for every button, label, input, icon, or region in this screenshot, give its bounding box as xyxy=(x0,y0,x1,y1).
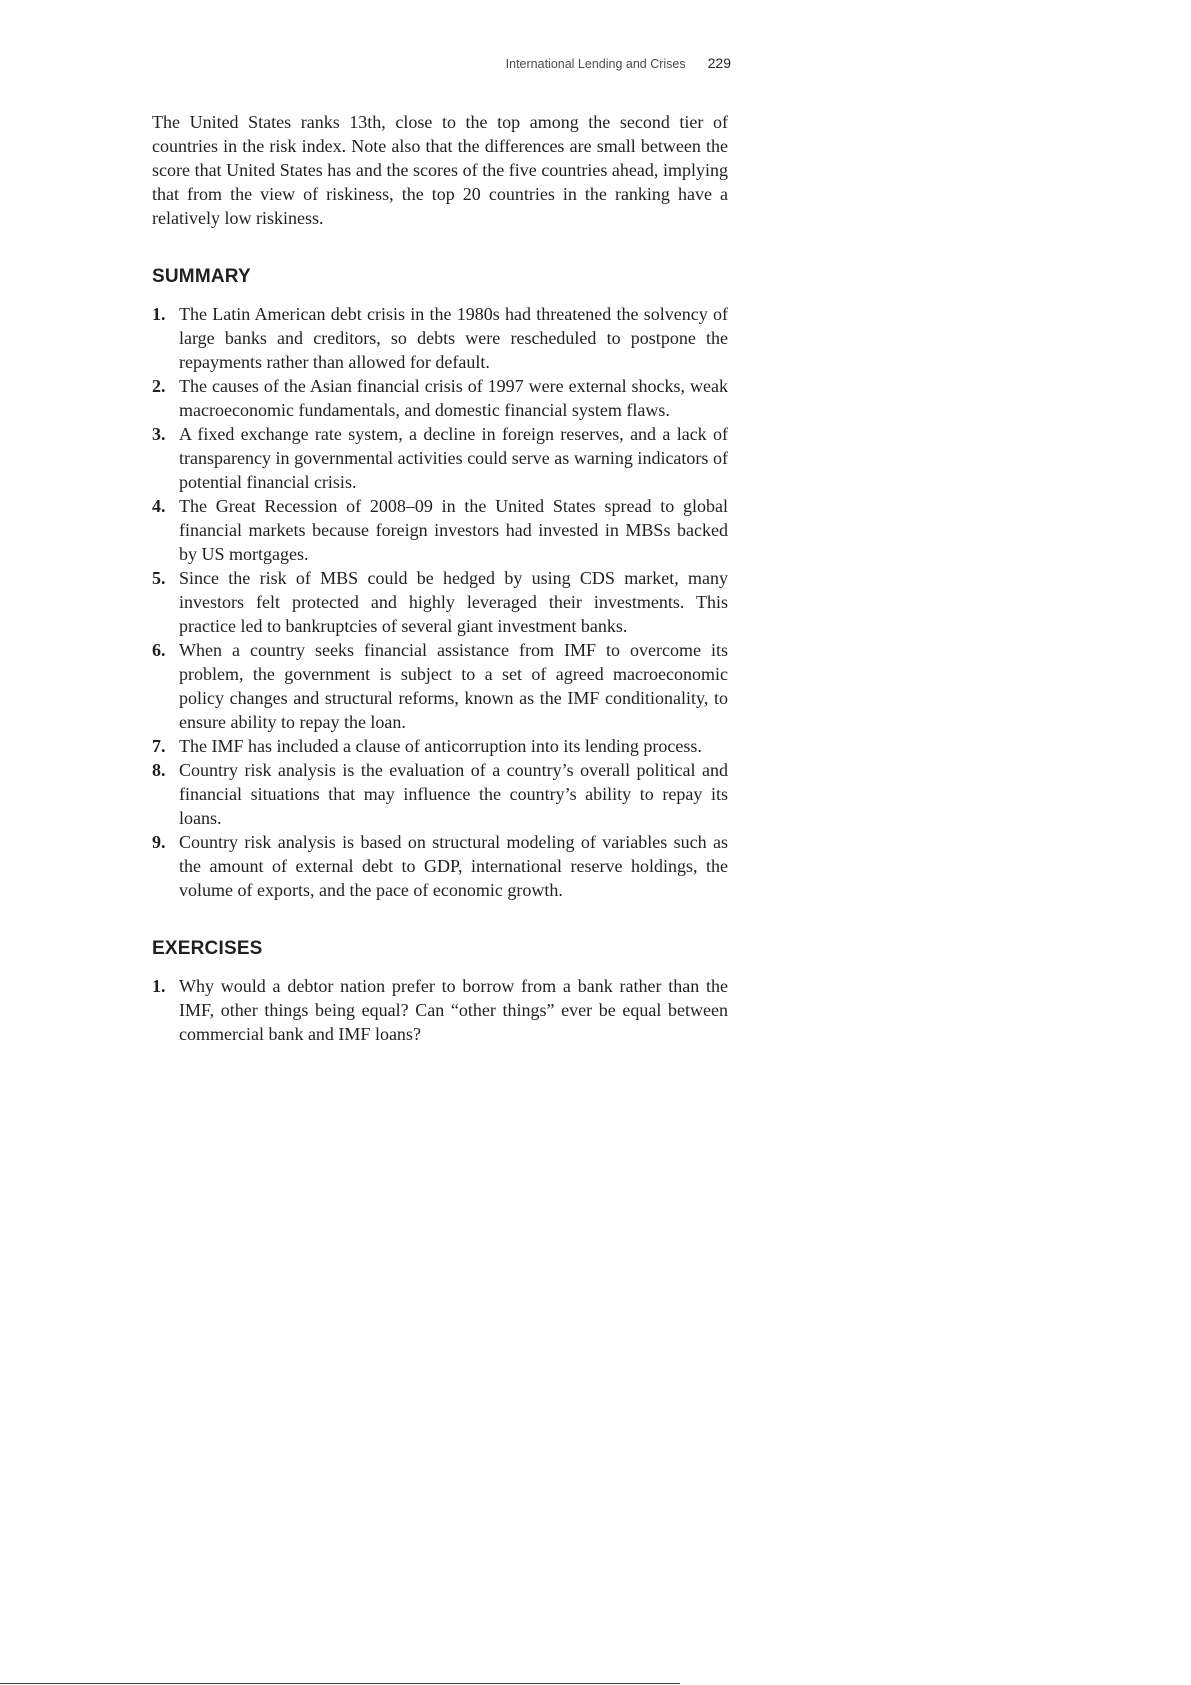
running-header xyxy=(506,55,731,71)
item-number: 2. xyxy=(152,376,166,396)
item-number: 8. xyxy=(152,760,166,780)
page-body xyxy=(152,110,728,1046)
summary-item xyxy=(152,494,728,566)
item-text: Since the risk of MBS could be hedged by using CDS market, many investors felt protected and highly leveraged their investments. This practice led to bankruptcies of several giant investment banks. xyxy=(179,568,728,636)
page-bottom-rule xyxy=(0,1683,680,1684)
summary-item xyxy=(152,302,728,374)
item-text: A fixed exchange rate system, a decline in foreign reserves, and a lack of transparency in governmental activities could serve as warning indicators of potential financial crisis. xyxy=(179,424,728,492)
running-title: International Lending and Crises xyxy=(505,57,686,71)
exercises-list xyxy=(152,974,728,1046)
item-number: 1. xyxy=(152,304,166,324)
item-text: Why would a debtor nation prefer to borrow from a bank rather than the IMF, other things being equal? Can “other things” ever be equal between commercial bank and IMF loans? xyxy=(179,976,728,1044)
item-text: When a country seeks financial assistance from IMF to overcome its problem, the government is subject to a set of agreed macroeconomic policy changes and structural reforms, known as the IMF conditionality, to ensure ability to repay the loan. xyxy=(179,640,728,732)
item-number: 5. xyxy=(152,568,166,588)
item-text: The IMF has included a clause of anticorruption into its lending process. xyxy=(179,736,702,756)
exercises-heading: EXERCISES xyxy=(152,938,263,959)
item-number: 4. xyxy=(152,496,166,516)
item-number: 7. xyxy=(152,736,166,756)
item-number: 9. xyxy=(152,832,166,852)
summary-item xyxy=(152,566,728,638)
intro-paragraph: The United States ranks 13th, close to the top among the second tier of countries in the risk index. Note also that the differences are small between the score that United States has and the scores of the five countries ahead, implying that from the view of riskiness, the top 20 countries in the ranking have a relatively low riskiness. xyxy=(152,112,728,228)
summary-item xyxy=(152,422,728,494)
summary-item xyxy=(152,638,728,734)
summary-item xyxy=(152,374,728,422)
item-number: 3. xyxy=(152,424,166,444)
item-number: 1. xyxy=(152,976,166,996)
item-text: The causes of the Asian financial crisis of 1997 were external shocks, weak macroeconomic fundamentals, and domestic financial system flaws. xyxy=(179,376,728,420)
summary-item xyxy=(152,758,728,830)
item-text: The Great Recession of 2008–09 in the United States spread to global financial markets because foreign investors had invested in MBSs backed by US mortgages. xyxy=(179,496,728,564)
item-text: Country risk analysis is the evaluation of a country’s overall political and financial situations that may influence the country’s ability to repay its loans. xyxy=(179,760,728,828)
page-number: 229 xyxy=(707,55,731,71)
summary-heading: SUMMARY xyxy=(152,266,251,287)
exercise-item xyxy=(152,974,728,1046)
summary-item xyxy=(152,734,728,758)
item-text: Country risk analysis is based on structural modeling of variables such as the amount of external debt to GDP, international reserve holdings, the volume of exports, and the pace of economic growth. xyxy=(179,832,728,900)
item-text: The Latin American debt crisis in the 1980s had threatened the solvency of large banks and creditors, so debts were rescheduled to postpone the repayments rather than allowed for default. xyxy=(179,304,728,372)
summary-list xyxy=(152,302,728,902)
summary-item xyxy=(152,830,728,902)
item-number: 6. xyxy=(152,640,166,660)
